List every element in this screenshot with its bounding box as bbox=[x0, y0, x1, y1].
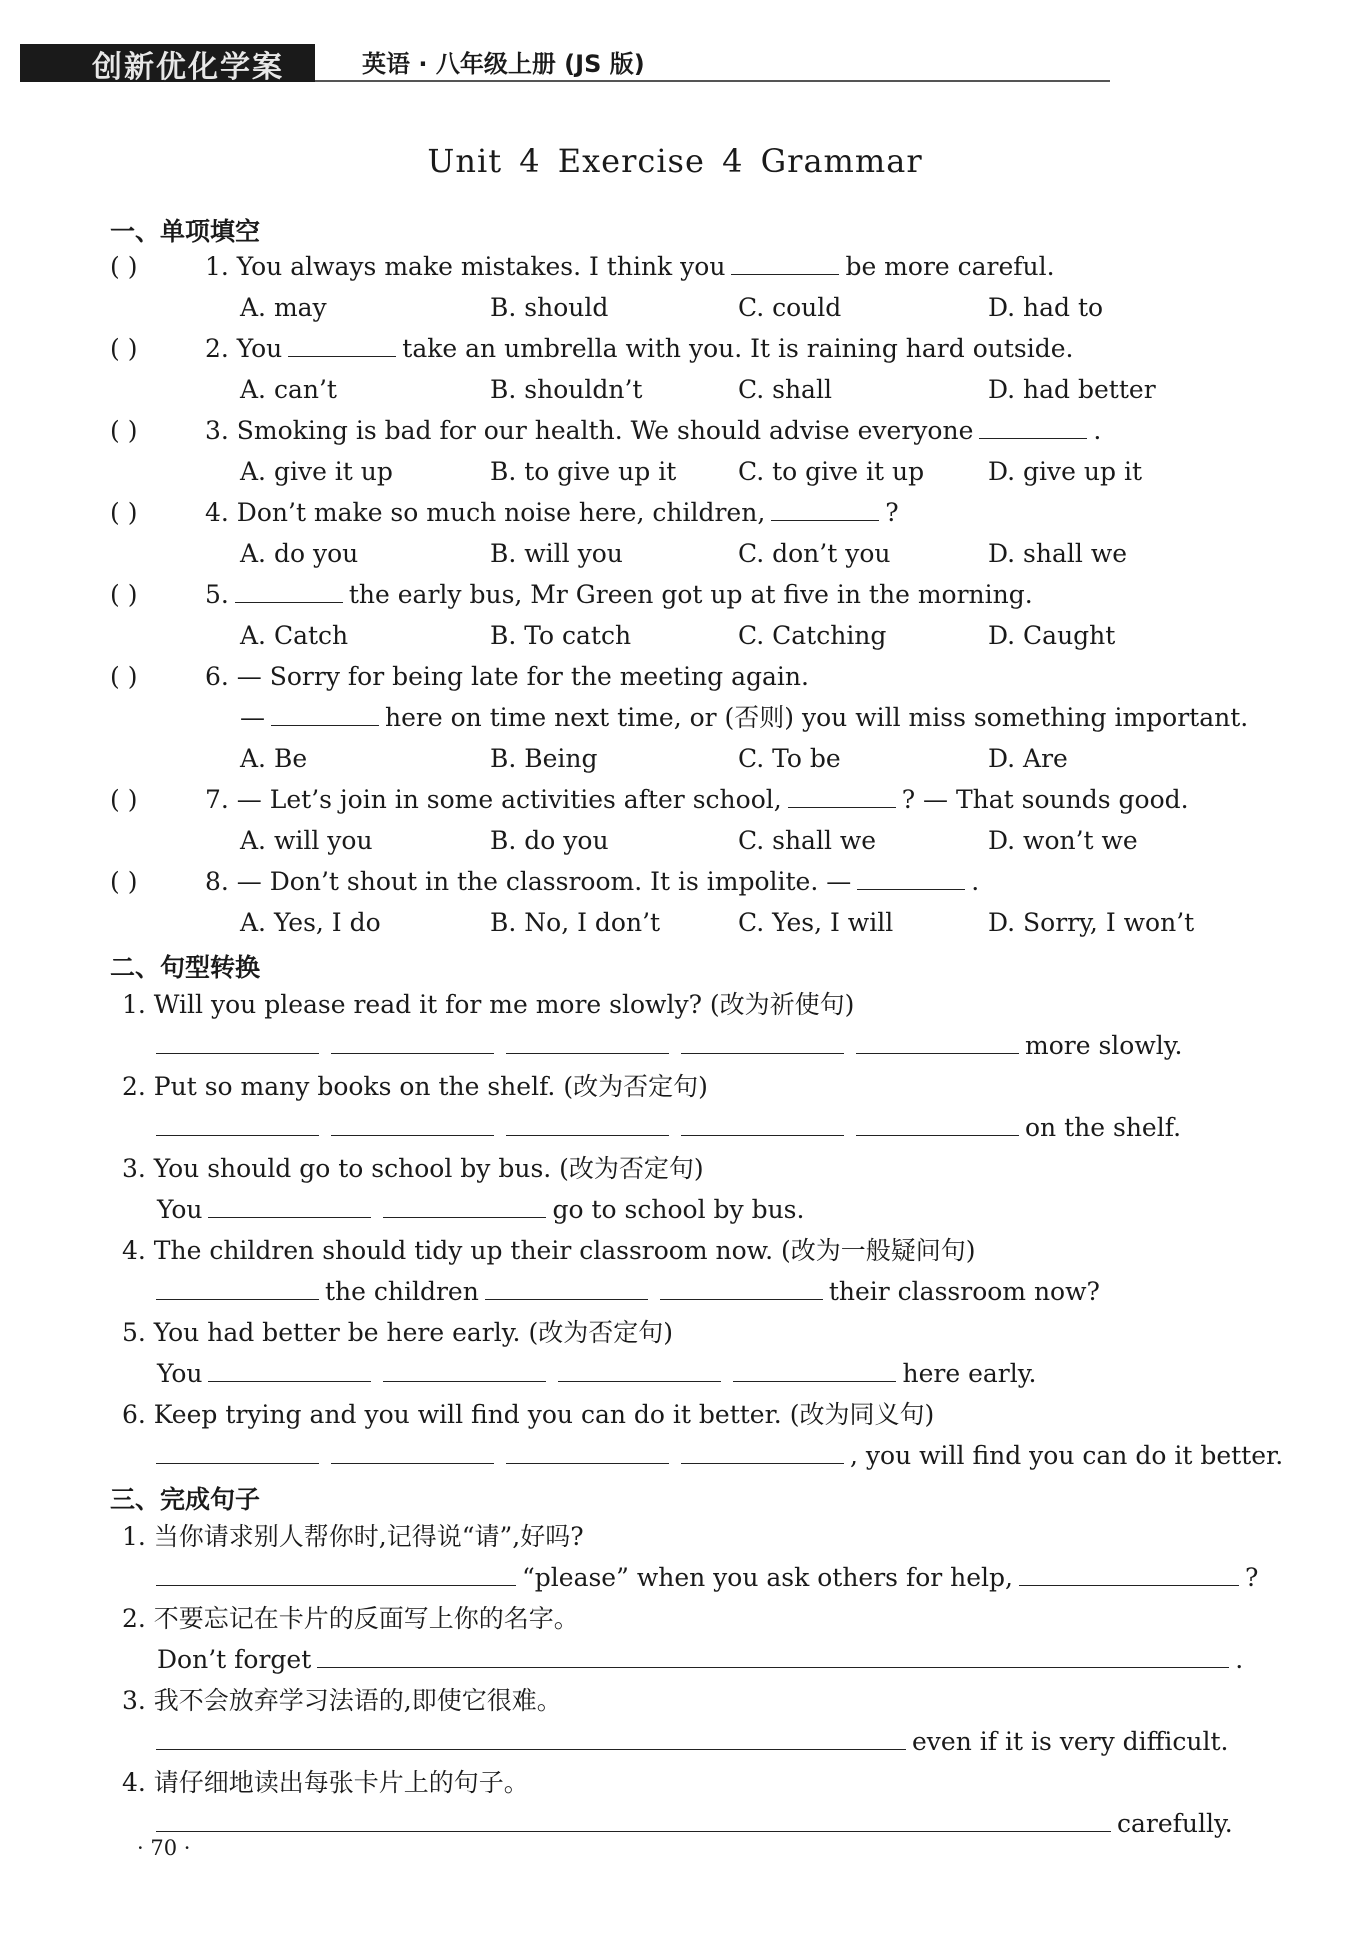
complete-answer-3: even if it is very difficult. bbox=[150, 1727, 1229, 1757]
option: C. Yes, I will bbox=[738, 908, 894, 937]
option: C. Catching bbox=[738, 621, 887, 650]
option: D. Are bbox=[988, 744, 1068, 773]
complete-answer-2: Don’t forget . bbox=[157, 1645, 1244, 1674]
transform-answer-3: You go to school by bus. bbox=[157, 1195, 805, 1224]
question-4: 4. Don’t make so much noise here, children, ? bbox=[205, 498, 899, 527]
option: D. shall we bbox=[988, 539, 1128, 568]
transform-answer-2: on the shelf. bbox=[150, 1113, 1181, 1143]
option: D. won’t we bbox=[988, 826, 1138, 855]
option: B. should bbox=[490, 293, 609, 322]
answer-paren: ( ) bbox=[110, 580, 138, 609]
page-title: Unit 4 Exercise 4 Grammar bbox=[427, 142, 923, 180]
question-8: 8. — Don’t shout in the classroom. It is impolite. — . bbox=[205, 867, 980, 896]
question-6-line2: — here on time next time, or (否则) you will miss something important. bbox=[240, 703, 1249, 732]
section-heading-2: 二、句型转换 bbox=[110, 953, 261, 982]
question-2: 2. You take an umbrella with you. It is raining hard outside. bbox=[205, 334, 1074, 363]
option: A. Be bbox=[240, 744, 308, 773]
option: A. do you bbox=[240, 539, 359, 568]
header-book-title: 英语 · 八年级上册 (JS 版) bbox=[362, 50, 645, 78]
option: D. give up it bbox=[988, 457, 1143, 486]
section-heading-3: 三、完成句子 bbox=[110, 1485, 261, 1514]
option: C. shall we bbox=[738, 826, 877, 855]
option: A. may bbox=[240, 293, 327, 322]
option: B. No, I don’t bbox=[490, 908, 661, 937]
option: B. to give up it bbox=[490, 457, 677, 486]
option: C. To be bbox=[738, 744, 841, 773]
option: C. don’t you bbox=[738, 539, 891, 568]
option: D. had better bbox=[988, 375, 1156, 404]
option: A. Catch bbox=[240, 621, 349, 650]
answer-paren: ( ) bbox=[110, 785, 138, 814]
transform-answer-1: more slowly. bbox=[150, 1031, 1182, 1061]
transform-question-1: 1. Will you please read it for me more slowly? (改为祈使句) bbox=[122, 990, 855, 1019]
transform-question-6: 6. Keep trying and you will find you can do it better. (改为同义句) bbox=[122, 1400, 935, 1429]
complete-answer-1: “please” when you ask others for help, ? bbox=[150, 1563, 1258, 1593]
option: B. will you bbox=[490, 539, 623, 568]
section-heading-1: 一、单项填空 bbox=[110, 217, 261, 246]
transform-question-4: 4. The children should tidy up their classroom now. (改为一般疑问句) bbox=[122, 1236, 976, 1265]
complete-question-1: 1. 当你请求别人帮你时,记得说“请”,好吗? bbox=[122, 1522, 584, 1551]
page-number: · 70 · bbox=[137, 1836, 191, 1860]
question-1: 1. You always make mistakes. I think you be more careful. bbox=[205, 252, 1055, 281]
option: D. Caught bbox=[988, 621, 1116, 650]
answer-paren: ( ) bbox=[110, 416, 138, 445]
transform-answer-6: , you will find you can do it better. bbox=[150, 1441, 1283, 1471]
question-7: 7. — Let’s join in some activities after school, ? — That sounds good. bbox=[205, 785, 1189, 814]
question-5: 5. the early bus, Mr Green got up at five in the morning. bbox=[205, 580, 1033, 609]
answer-paren: ( ) bbox=[110, 662, 138, 691]
transform-answer-5: You here early. bbox=[157, 1359, 1037, 1388]
option: A. can’t bbox=[240, 375, 337, 404]
option: D. Sorry, I won’t bbox=[988, 908, 1195, 937]
option: C. to give it up bbox=[738, 457, 925, 486]
header-brand: 创新优化学案 bbox=[92, 50, 284, 85]
header-rule bbox=[315, 80, 1110, 82]
complete-question-3: 3. 我不会放弃学习法语的,即使它很难。 bbox=[122, 1686, 562, 1715]
option: C. could bbox=[738, 293, 842, 322]
answer-paren: ( ) bbox=[110, 498, 138, 527]
complete-answer-4: carefully. bbox=[150, 1809, 1233, 1839]
answer-paren: ( ) bbox=[110, 867, 138, 896]
question-6: 6. — Sorry for being late for the meeting again. bbox=[205, 662, 809, 691]
option: B. do you bbox=[490, 826, 609, 855]
transform-question-2: 2. Put so many books on the shelf. (改为否定句) bbox=[122, 1072, 708, 1101]
option: B. To catch bbox=[490, 621, 632, 650]
answer-paren: ( ) bbox=[110, 334, 138, 363]
complete-question-4: 4. 请仔细地读出每张卡片上的句子。 bbox=[122, 1768, 529, 1797]
option: A. will you bbox=[240, 826, 373, 855]
answer-paren: ( ) bbox=[110, 252, 138, 281]
transform-question-3: 3. You should go to school by bus. (改为否定句) bbox=[122, 1154, 704, 1183]
option: D. had to bbox=[988, 293, 1104, 322]
complete-question-2: 2. 不要忘记在卡片的反面写上你的名字。 bbox=[122, 1604, 579, 1633]
transform-question-5: 5. You had better be here early. (改为否定句) bbox=[122, 1318, 673, 1347]
option: C. shall bbox=[738, 375, 832, 404]
option: B. Being bbox=[490, 744, 598, 773]
option: A. give it up bbox=[240, 457, 393, 486]
option: B. shouldn’t bbox=[490, 375, 643, 404]
option: A. Yes, I do bbox=[240, 908, 381, 937]
question-3: 3. Smoking is bad for our health. We should advise everyone . bbox=[205, 416, 1102, 445]
transform-answer-4: the children their classroom now? bbox=[150, 1277, 1100, 1307]
